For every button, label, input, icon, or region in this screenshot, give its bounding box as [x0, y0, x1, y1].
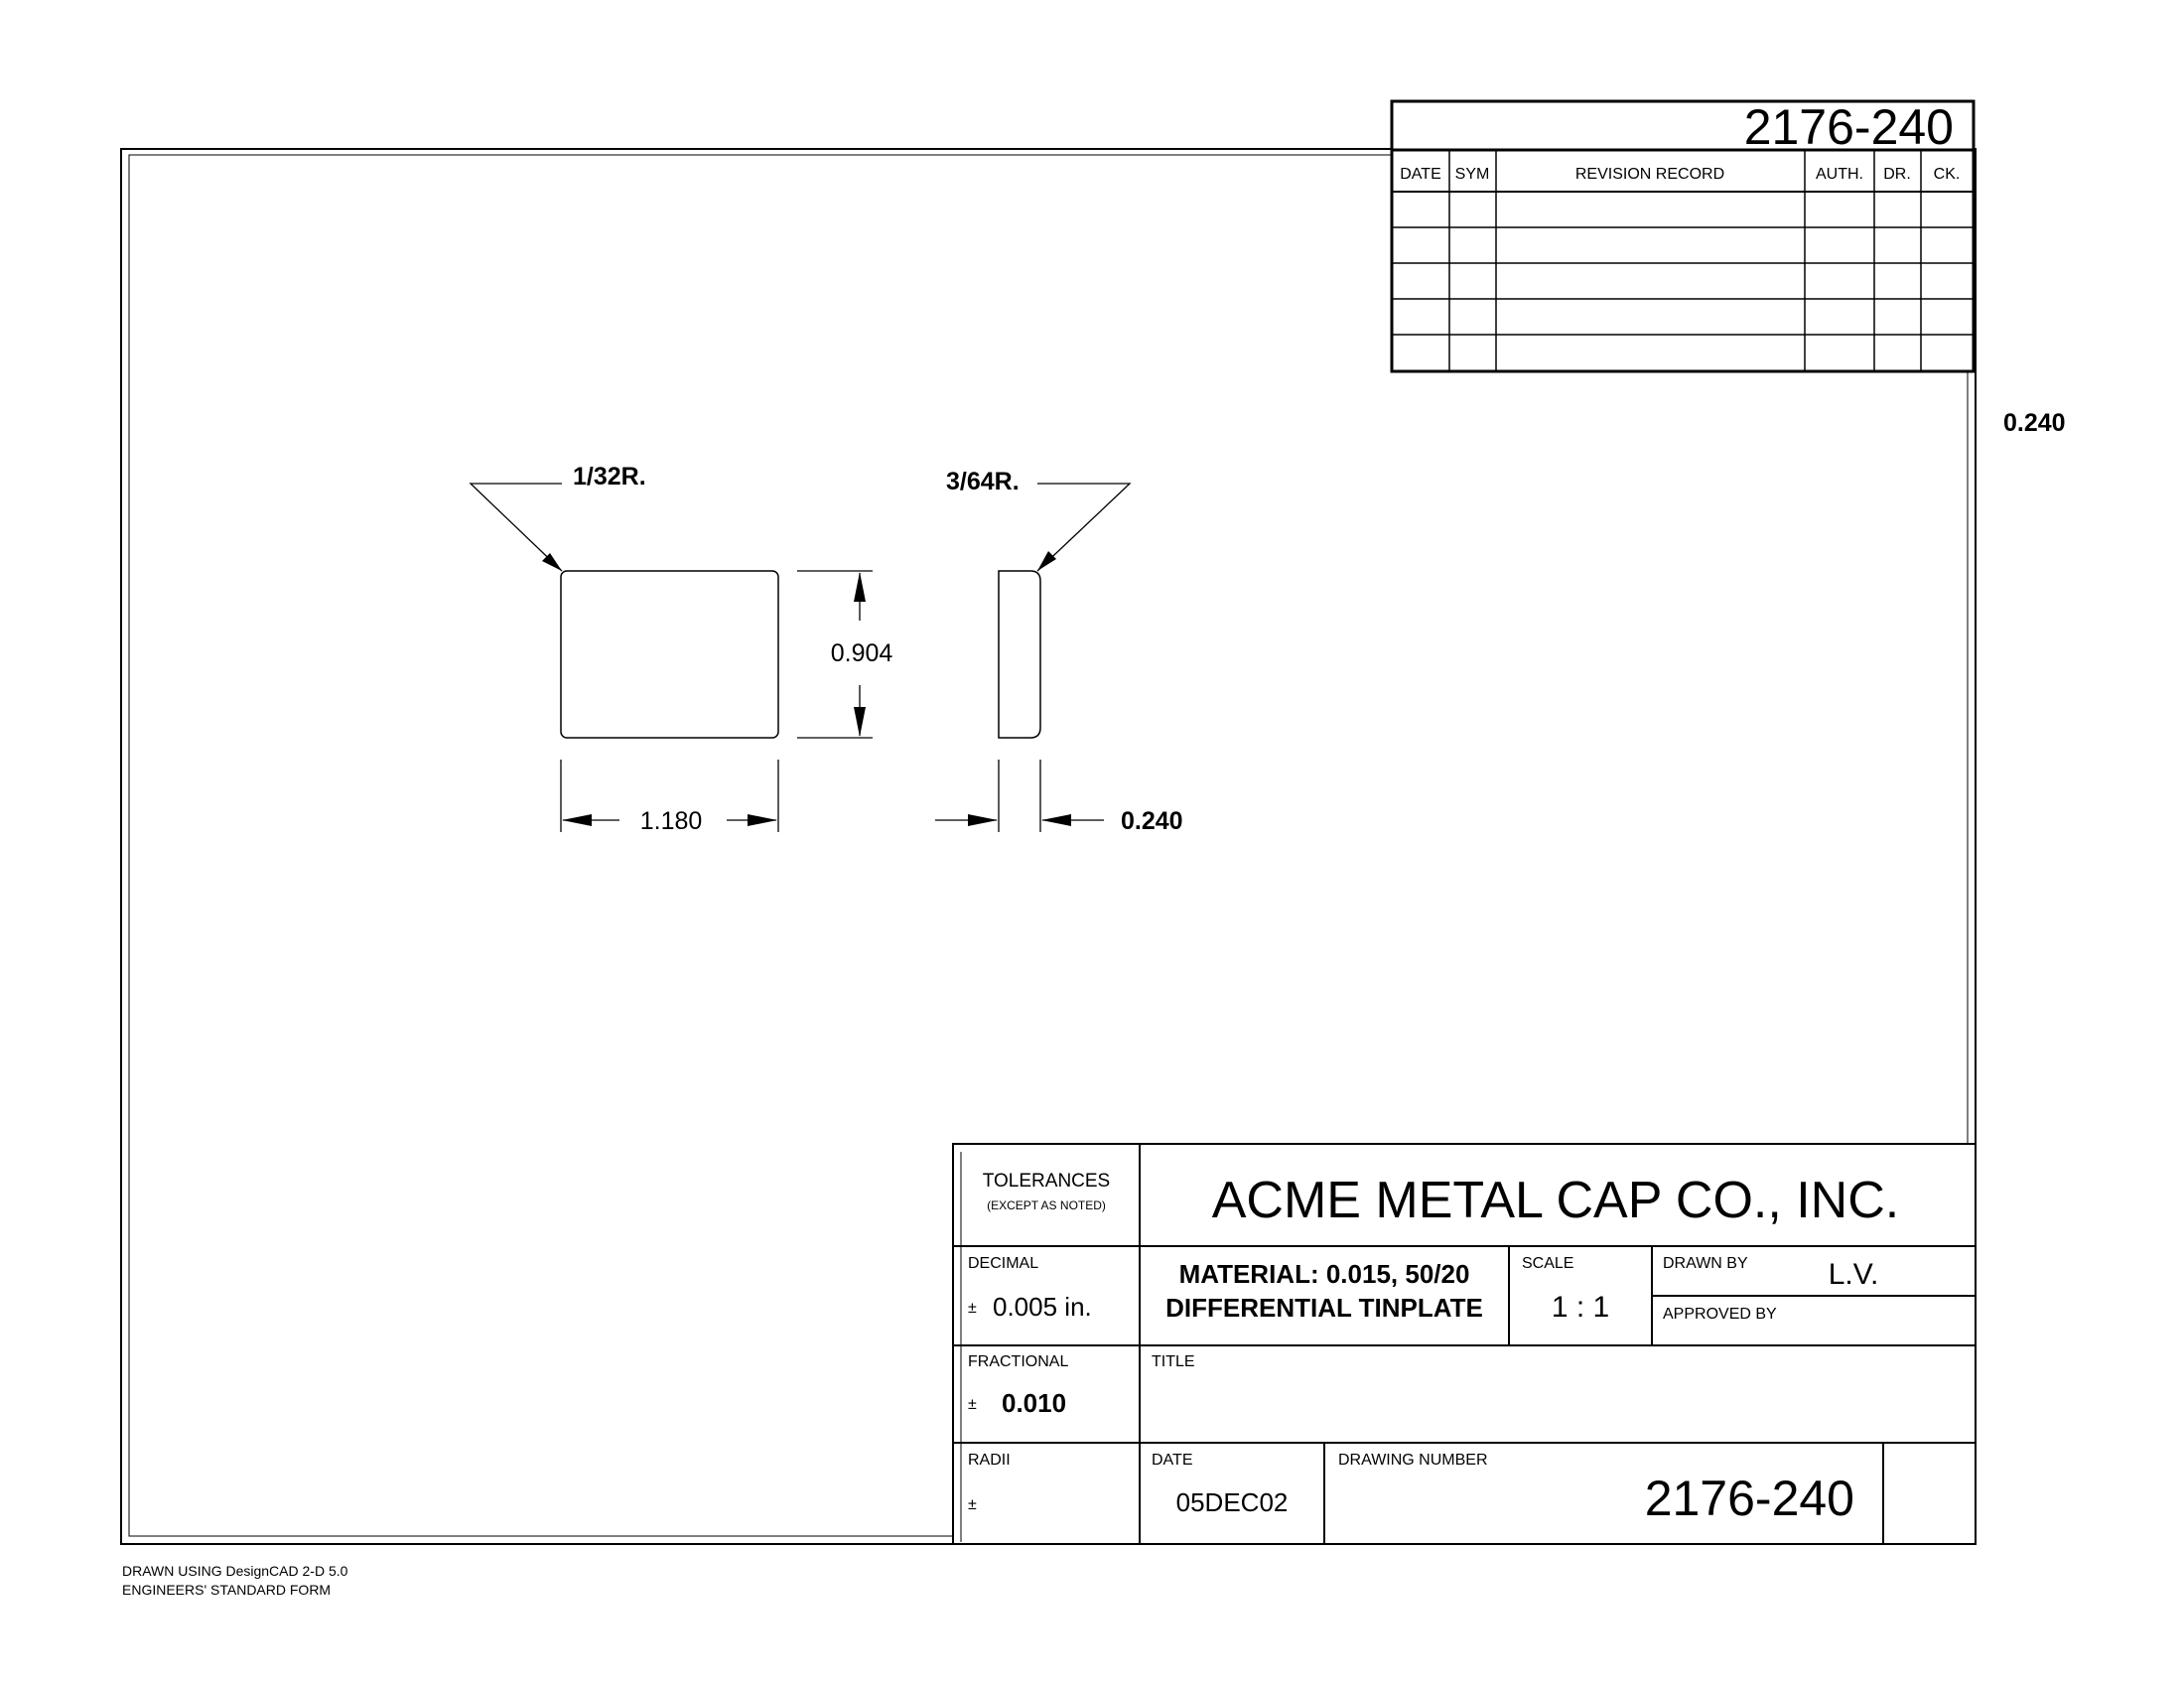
scale-label: SCALE: [1522, 1255, 1574, 1272]
decimal-tolerance-value: 0.005 in.: [993, 1292, 1092, 1322]
front-radius-arrowhead: [542, 553, 562, 571]
front-radius-label: 1/32R.: [573, 463, 646, 491]
tolerances-note: (EXCEPT AS NOTED): [987, 1198, 1106, 1212]
drawn-by-value: L.V.: [1828, 1258, 1879, 1291]
date-label: DATE: [1152, 1452, 1193, 1469]
radii-plus-minus: ±: [968, 1496, 977, 1513]
tolerances-label: TOLERANCES: [982, 1171, 1111, 1192]
company-name: ACME METAL CAP CO., INC.: [1211, 1172, 1900, 1229]
side-radius-label: 3/64R.: [946, 468, 1020, 495]
revision-drawing-number: 2176-240: [1743, 99, 1954, 155]
margin-note: 0.240: [2003, 409, 2066, 437]
date-value: 05DEC02: [1175, 1487, 1289, 1517]
title-label: TITLE: [1152, 1353, 1195, 1370]
drawing-number-value: 2176-240: [1644, 1471, 1854, 1526]
width-arrow-right: [748, 814, 777, 826]
scale-value: 1 : 1: [1551, 1291, 1610, 1324]
rev-col-revision-record: REVISION RECORD: [1574, 166, 1725, 183]
radii-label: RADII: [968, 1452, 1011, 1469]
rev-col-date: DATE: [1400, 166, 1441, 183]
width-dimension-value: 1.180: [639, 807, 703, 835]
height-arrow-top: [854, 572, 866, 602]
fractional-plus-minus: ±: [968, 1396, 977, 1413]
height-arrow-bottom: [854, 707, 866, 737]
front-view: [561, 571, 778, 738]
fractional-tolerance-value: 0.010: [1002, 1388, 1067, 1418]
approved-by-label: APPROVED BY: [1663, 1306, 1777, 1323]
thickness-arrow-right: [1041, 814, 1071, 826]
rev-col-auth: AUTH.: [1816, 166, 1863, 183]
decimal-label: DECIMAL: [968, 1255, 1039, 1272]
thickness-dimension: [935, 760, 1104, 832]
side-view: [999, 571, 1040, 738]
height-dimension-value: 0.904: [830, 639, 893, 667]
drawing-number-label: DRAWING NUMBER: [1338, 1452, 1488, 1469]
footer-line-1: DRAWN USING DesignCAD 2-D 5.0: [122, 1563, 348, 1579]
material-line-1: MATERIAL: 0.015, 50/20: [1178, 1259, 1470, 1289]
drawn-by-label: DRAWN BY: [1663, 1255, 1748, 1272]
width-arrow-left: [562, 814, 592, 826]
rev-col-ck: CK.: [1933, 166, 1961, 183]
decimal-plus-minus: ±: [968, 1300, 977, 1317]
footer-line-2: ENGINEERS' STANDARD FORM: [122, 1582, 332, 1598]
fractional-label: FRACTIONAL: [968, 1353, 1069, 1370]
side-radius-arrowhead: [1037, 551, 1056, 571]
thickness-arrow-left: [968, 814, 998, 826]
thickness-dimension-value: 0.240: [1121, 807, 1183, 835]
material-line-2: DIFFERENTIAL TINPLATE: [1165, 1293, 1483, 1323]
rev-col-sym: SYM: [1454, 166, 1490, 183]
rev-col-dr: DR.: [1883, 166, 1911, 183]
